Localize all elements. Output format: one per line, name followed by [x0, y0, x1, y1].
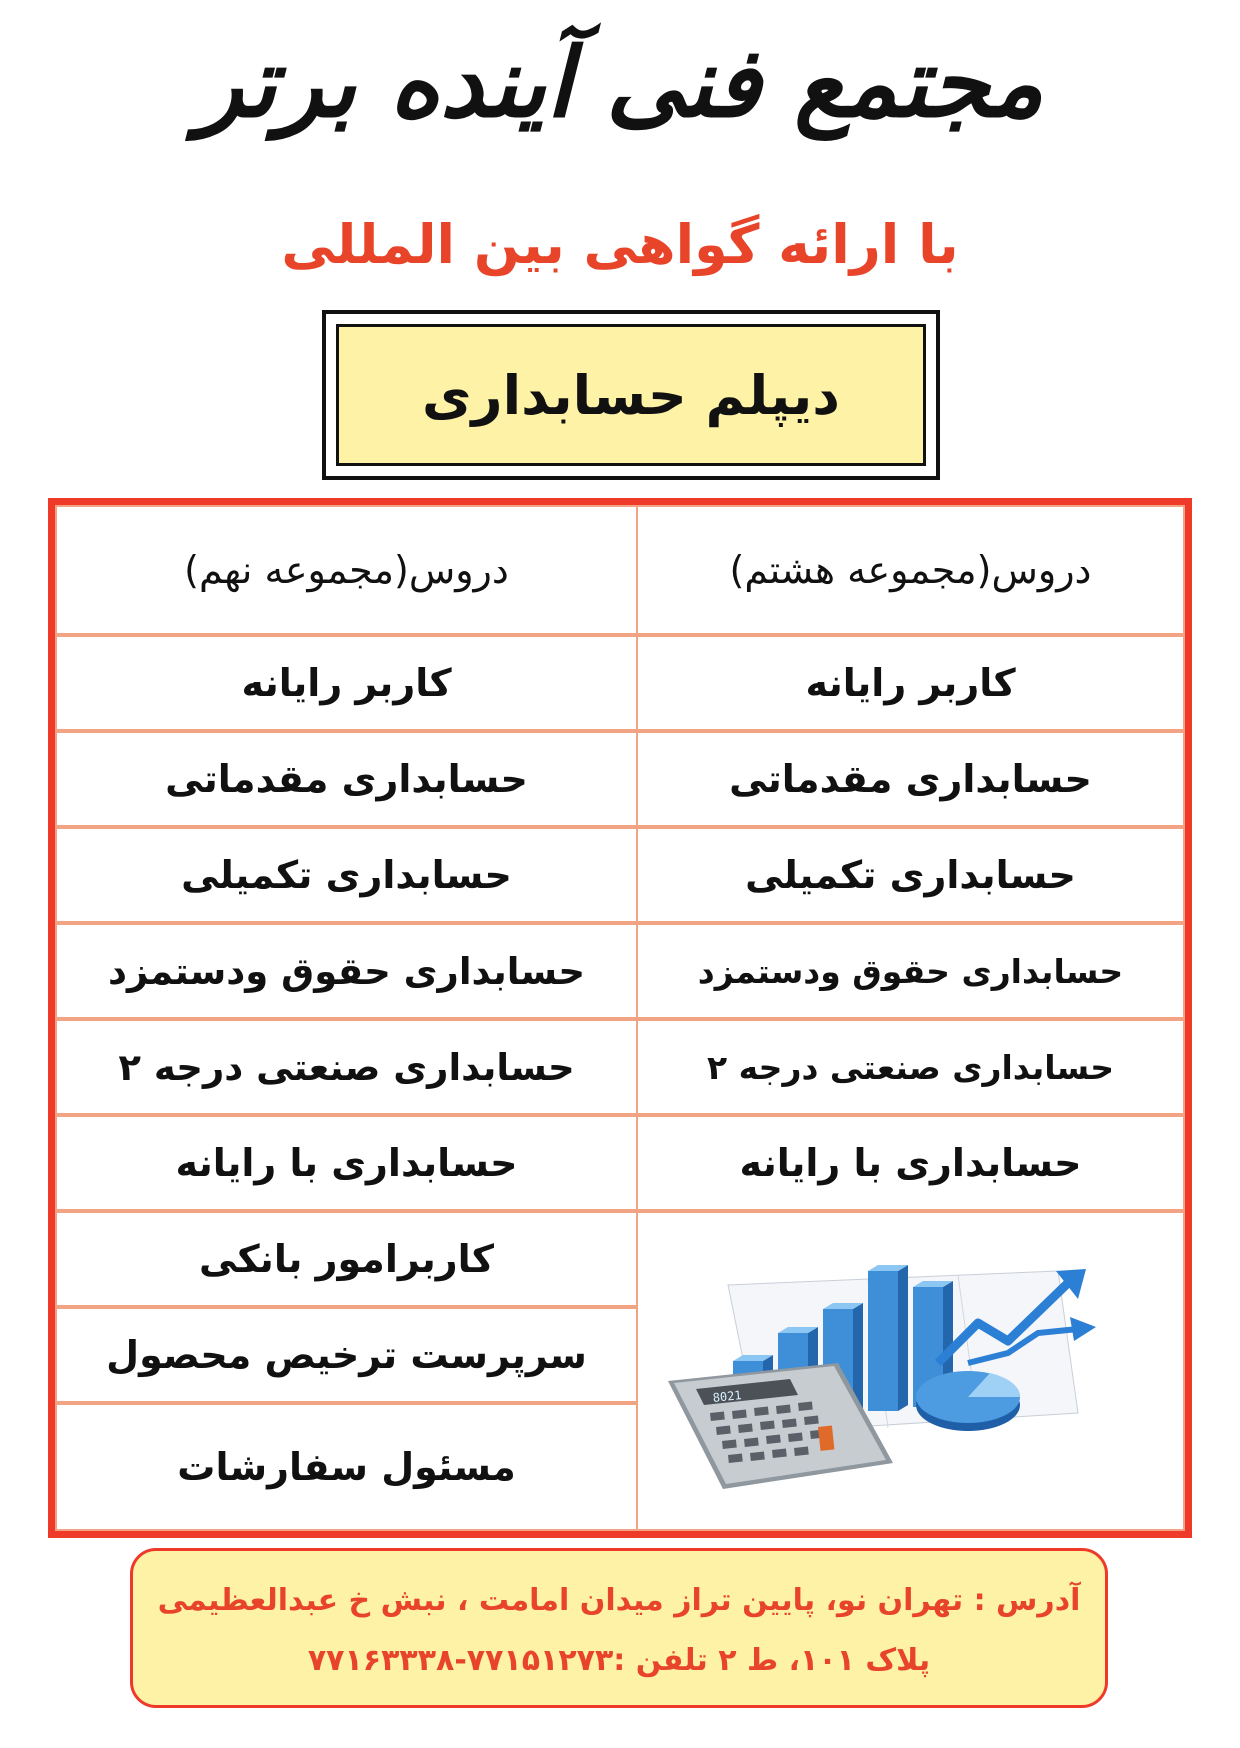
- contact-box: [130, 1548, 1108, 1708]
- courses-table: [48, 498, 1192, 1538]
- right-course-item: حسابداری با رایانه: [636, 1115, 1185, 1211]
- right-course-item: حسابداری صنعتی درجه ۲: [636, 1019, 1185, 1115]
- left-course-item: کاربرامور بانکی: [55, 1211, 638, 1307]
- left-course-item: کاربر رایانه: [55, 635, 638, 731]
- institute-title: مجتمع فنی آینده برتر: [196, 26, 1044, 139]
- address-text: آدرس : تهران نو، پایین تراز میدان امامت ، نبش خ عبدالعظیمی: [157, 1583, 1081, 1618]
- certificate-subtitle: با ارائه گواهی بین المللی: [281, 213, 959, 276]
- left-course-item: حسابداری با رایانه: [55, 1115, 638, 1211]
- phone-text: پلاک ۱۰۱، ط ۲ تلفن :۷۷۱۵۱۲۷۳-۷۷۱۶۳۳۳۸: [307, 1643, 931, 1678]
- left-course-item: حسابداری صنعتی درجه ۲: [55, 1019, 638, 1115]
- right-column-header: دروس(مجموعه هشتم): [636, 505, 1185, 635]
- right-course-item: حسابداری مقدماتی: [636, 731, 1185, 827]
- right-course-item: حسابداری حقوق ودستمزد: [636, 923, 1185, 1019]
- right-course-item: کاربر رایانه: [636, 635, 1185, 731]
- accounting-illustration-cell: [636, 1211, 1185, 1531]
- calculator-display-text: 8021: [712, 1388, 743, 1406]
- diploma-label: دیپلم حسابداری: [336, 324, 926, 466]
- right-course-item: حسابداری تکمیلی: [636, 827, 1185, 923]
- left-column-header: دروس(مجموعه نهم): [55, 505, 638, 635]
- left-course-item: حسابداری تکمیلی: [55, 827, 638, 923]
- left-course-item: سرپرست ترخیص محصول: [55, 1307, 638, 1403]
- left-course-item: مسئول سفارشات: [55, 1403, 638, 1531]
- diploma-box: [322, 310, 940, 480]
- accounting-chart-calculator-illustration: [638, 1213, 1183, 1529]
- left-course-item: حسابداری حقوق ودستمزد: [55, 923, 638, 1019]
- left-course-item: حسابداری مقدماتی: [55, 731, 638, 827]
